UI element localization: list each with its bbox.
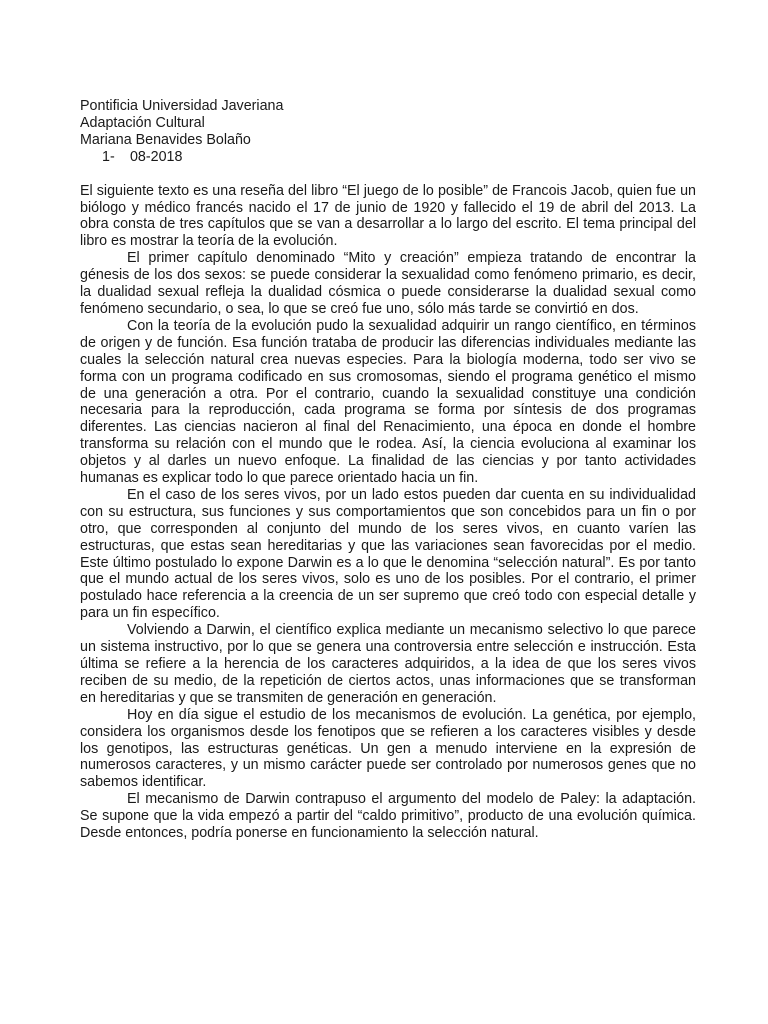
university-name: Pontificia Universidad Javeriana: [80, 98, 284, 114]
body-paragraph: El primer capítulo denominado “Mito y creación” empieza tratando de encontrar la génesis de los dos sexos: se puede considerar la sexualidad como fenómeno primario, es decir, la dualidad sexual refleja la dualidad cósmica o puede considerarse la dualidad sexual como fenómeno secundario, o sea, lo que se creó fue uno, sólo más tarde se convirtió en dos.: [80, 250, 696, 317]
list-number: 1-: [102, 148, 115, 165]
body-paragraph: Hoy en día sigue el estudio de los mecanismos de evolución. La genética, por ejemplo, considera los organismos desde los fenotipos que se refieren a los caracteres visibles y desde los genotipos, las estructuras genéticas. Un gen a menudo interviene en la expresión de numerosos caracteres, y un mismo carácter puede ser controlado por numerosos genes que no sabemos identificar.: [80, 706, 696, 791]
document-header: [80, 98, 696, 166]
course-name: Adaptación Cultural: [80, 114, 205, 131]
body-paragraph: El mecanismo de Darwin contrapuso el argumento del modelo de Paley: la adaptación. Se supone que la vida empezó a partir del “caldo primitivo”, producto de una evolución química. Desde entonces, podría ponerse en funcionamiento la selección natural.: [80, 791, 696, 842]
document-date: 08-2018: [129, 148, 183, 165]
date-line: [80, 149, 696, 166]
document-body: [80, 183, 696, 842]
author-name: Mariana Benavides Bolaño: [80, 131, 251, 148]
body-paragraph: Volviendo a Darwin, el científico explica mediante un mecanismo selectivo lo que parece un sistema instructivo, por lo que se genera una controversia entre selección e instrucción. Esta última se refiere a la herencia de los caracteres adquiridos, a la idea de que los seres vivos reciben de su medio, de la repetición de ciertos actos, unas informaciones que se transforman en hereditarias y que se transmiten de generación en generación.: [80, 622, 696, 706]
body-paragraph: Con la teoría de la evolución pudo la sexualidad adquirir un rango científico, en términos de origen y de función. Esa función trataba de producir las diferencias individuales mediante las cuales la selección natural crea nuevas especies. Para la biología moderna, todo ser vivo se forma con un programa codificado en sus cromosomas, siendo el programa genético el mismo de una generación a otra. Por el contrario, cuando la sexualidad constituye una condición necesaria para la reproducción, cada programa se forma por síntesis de dos programas diferentes. Las ciencias nacieron al final del Renacimiento, una época en donde el hombre transforma su relación con el mundo que le rodea. Así, la ciencia evoluciona al examinar los objetos y al darles un nuevo enfoque. La finalidad de las ciencias y por tanto actividades humanas es explicar todo lo que parece orientado hacia un fin.: [80, 317, 696, 487]
body-paragraph: En el caso de los seres vivos, por un lado estos pueden dar cuenta en su individualidad con su estructura, sus funciones y sus comportamientos que son concebidos para un fin o por otro, que corresponden al conjunto del mundo de los seres vivos, en cuanto varíen las estructuras, que estas sean hereditarias y que las variaciones sean favorecidas por el medio. Este último postulado lo expone Darwin es a lo que le denomina “selección natural”. Es por tanto que el mundo actual de los seres vivos, solo es uno de los posibles. Por el contrario, el primer postulado hace referencia a la creencia de un ser supremo que creó todo con especial detalle y para un fin específico.: [80, 486, 696, 622]
intro-paragraph: El siguiente texto es una reseña del libro “El juego de lo posible” de Francois Jacob, quien fue un biólogo y médico francés nacido el 17 de junio de 1920 y fallecido el 19 de abril del 2013. La obra consta de tres capítulos que se van a desarrollar a lo largo del escrito. El tema principal del libro es mostrar la teoría de la evolución.: [80, 182, 696, 250]
